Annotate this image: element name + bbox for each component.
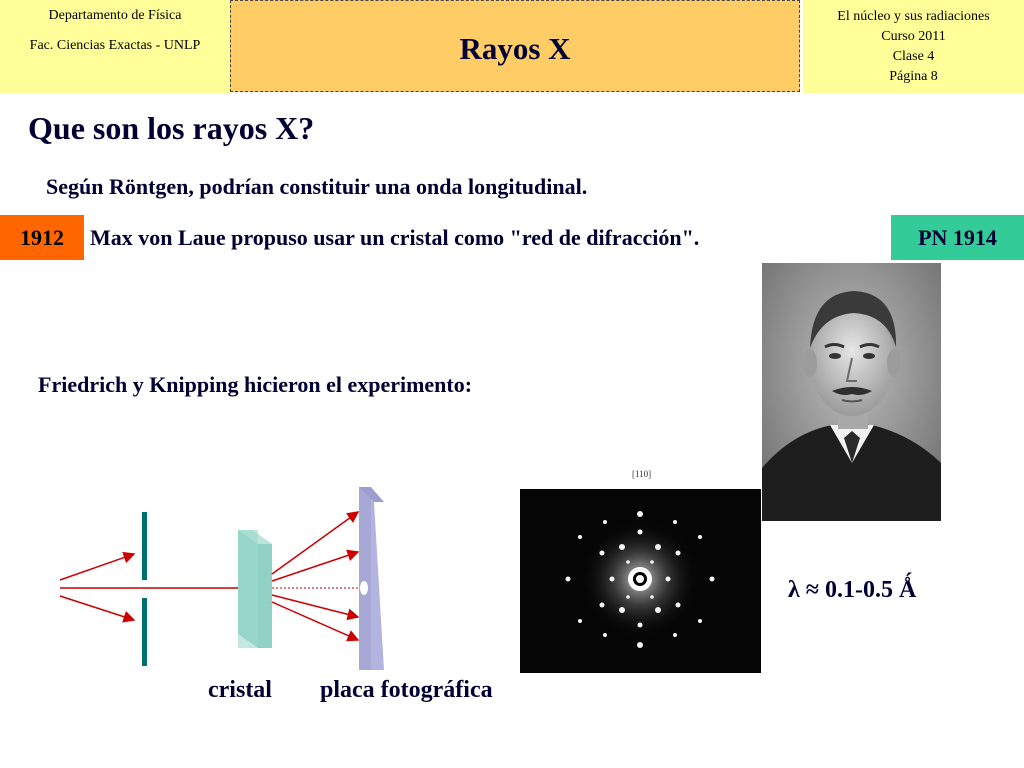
nobel-prize-badge: PN 1914 bbox=[891, 215, 1024, 260]
incoming-ray bbox=[60, 554, 134, 580]
header-department bbox=[0, 0, 230, 93]
slide-title: Rayos X bbox=[459, 31, 571, 66]
rontgen-statement: Según Röntgen, podrían constituir una onda longitudinal. bbox=[46, 174, 588, 199]
header-title-box bbox=[230, 0, 800, 92]
experiment-statement: Friedrich y Knipping hicieron el experimento: bbox=[38, 372, 473, 397]
diffracted-ray bbox=[272, 552, 358, 581]
diffracted-ray bbox=[272, 595, 358, 617]
diffracted-ray bbox=[272, 512, 358, 574]
faculty-name: Fac. Ciencias Exactas - UNLP bbox=[29, 38, 201, 53]
laue-statement: Max von Laue propuso usar un cristal como "red de difracción". bbox=[90, 225, 700, 250]
experiment-setup-diagram bbox=[56, 482, 396, 677]
collimator-slit-top bbox=[142, 512, 147, 580]
department-name: Departamento de Física bbox=[48, 8, 182, 23]
incoming-ray bbox=[60, 596, 134, 620]
laue-diffraction-pattern bbox=[520, 467, 761, 673]
crystal-label: cristal bbox=[208, 677, 272, 703]
course-name: El núcleo y sus radiaciones bbox=[837, 9, 990, 24]
diffracted-ray bbox=[272, 602, 358, 640]
diffraction-label: [110] bbox=[632, 469, 652, 479]
collimator-slit-bottom bbox=[142, 598, 147, 666]
plate-label: placa fotográfica bbox=[320, 677, 493, 703]
page-number: Página 8 bbox=[889, 69, 938, 84]
wavelength-range: λ ≈ 0.1-0.5 Ǻ bbox=[788, 577, 917, 603]
central-spot bbox=[360, 581, 368, 595]
laue-portrait bbox=[762, 263, 941, 521]
question-heading: Que son los rayos X? bbox=[28, 110, 315, 146]
class-number: Clase 4 bbox=[892, 49, 935, 64]
course-year: Curso 2011 bbox=[881, 29, 946, 44]
header-course-info bbox=[803, 0, 1024, 93]
year-badge: 1912 bbox=[0, 215, 84, 260]
